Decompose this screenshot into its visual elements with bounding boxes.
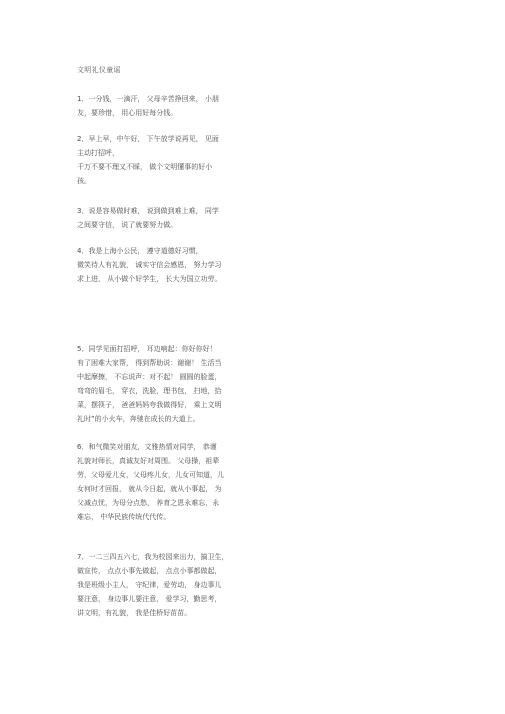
paragraph-6-line-4: 女何时才回报， 就从今日起，就从小事起， 为 [77, 485, 222, 493]
paragraph-4-line-2: 微笑待人有礼貌， 诚实守信会感恩， 努力学习 [77, 261, 222, 269]
paragraph-6-line-3: 劳，父母爱儿女，父母疼儿女，儿女可知道，儿 [77, 471, 224, 479]
paragraph-7-line-2: 做宣传， 点点小事先做起， 点点小事都做起， [77, 567, 222, 575]
paragraph-7-line-4: 要注意， 身边事儿要注意， 爱学习，勤思考， [77, 595, 222, 603]
paragraph-5-line-2: 有了困难大家帮， 得到帮助说：谢谢！ 生活当 [77, 359, 222, 367]
paragraph-6-line-6: 难忘， 中华民族传统代代传。 [77, 513, 171, 521]
paragraph-1-line-1: 1．一分钱，一滴汗， 父母辛苦挣回来， 小朋 [77, 95, 219, 103]
paragraph-3-line-1: 3．说是容易做时难， 说到做到难上难， 同学 [77, 207, 219, 215]
paragraph-2-line-4: 孩。 [77, 177, 91, 185]
paragraph-2-line-3: 千万不要不理又不睬， 做个文明懂事的好小 [77, 163, 213, 171]
paragraph-4-line-3: 求上进， 从小做个好学生， 长大为国立功劳。 [77, 275, 222, 283]
paragraph-7-line-3: 我是班级小主人， 守纪律，爱劳动， 身边事儿 [77, 581, 222, 589]
paragraph-6-line-2: 礼貌对师长，真诚友好对周围。 父母操，祖辈 [77, 457, 220, 465]
paragraph-6-line-1: 6．和气微笑对朋友，文雅热情对同学， 恭谨 [77, 443, 217, 451]
paragraph-5-line-3: 中起摩擦， 不忘说声：对不起！ 圆圆的脸蛋， [77, 373, 222, 381]
paragraph-1-line-2: 友，要珍惜， 用心用好每分钱。 [77, 109, 178, 117]
paragraph-5-line-6: 礼时”的小火车，奔驰在成长的大道上。 [77, 415, 200, 423]
paragraph-4-line-1: 4．我是上海小公民， 遵守道德好习惯， [77, 247, 203, 255]
paragraph-6-line-5: 父减点忧，为母分点愁， 养育之恩永难忘，永 [77, 499, 220, 507]
paragraph-2-line-2: 主动打招呼， [77, 149, 119, 157]
paragraph-5-line-1: 5．同学见面打招呼， 耳边响起：你好你好！ [77, 345, 217, 353]
paragraph-7-line-5: 讲文明，有礼貌， 我是佳桥好苗苗。 [77, 609, 192, 617]
paragraph-3-line-2: 之间要守信， 说了就要努力做。 [77, 221, 178, 229]
document-title: 文明礼仪童谣 [77, 66, 121, 74]
paragraph-2-line-1: 2．早上早，中午好， 下午放学说再见， 见面 [77, 135, 219, 143]
paragraph-7-line-1: 7．一二三四五六七，我为校园来出力，搞卫生， [77, 553, 229, 561]
paragraph-5-line-4: 弯弯的眉毛， 穿衣，洗脸，理书包， 扫地，拾 [77, 387, 222, 395]
paragraph-5-line-5: 菜，摆筷子， 爸爸妈妈夸我做得好， 乘上文明 [77, 401, 222, 409]
